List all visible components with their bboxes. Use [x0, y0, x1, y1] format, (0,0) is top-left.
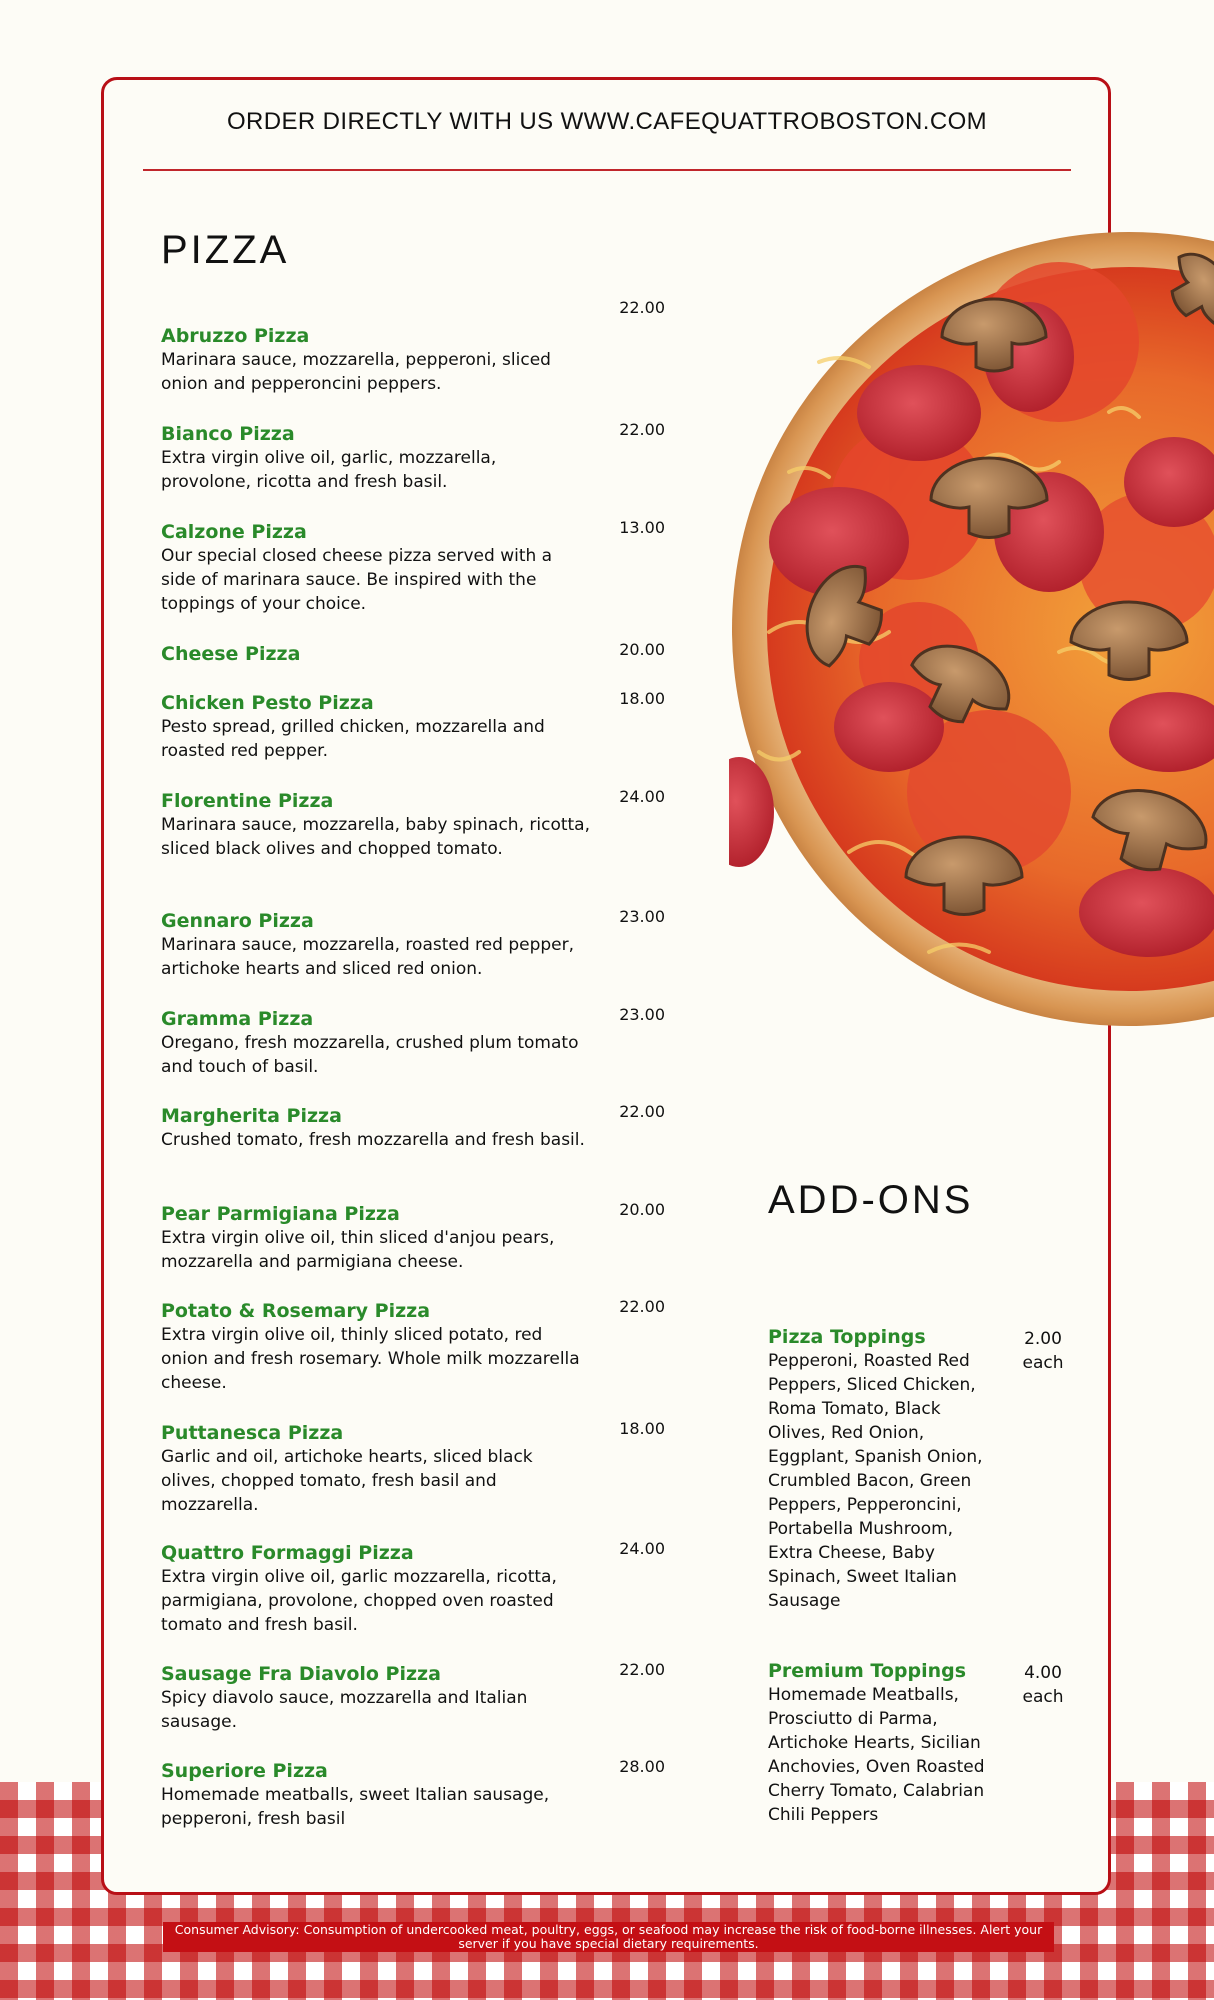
menu-item [161, 1757, 671, 1829]
order-online-banner: ORDER DIRECTLY WITH US WWW.CAFEQUATTROBOSTON.COM [226, 108, 988, 135]
menu-item [161, 1299, 671, 1421]
menu-item [161, 1104, 671, 1202]
item-description: Homemade meatballs, sweet Italian sausage, pepperoni, fresh basil [161, 1785, 550, 1829]
item-description: Pesto spread, grilled chicken, mozzarella and roasted red pepper. [161, 717, 545, 761]
addon-price-unit: each [1022, 1353, 1064, 1373]
addon-item [768, 1325, 1088, 1659]
item-name: Gennaro Pizza [161, 910, 314, 932]
addon-item [768, 1659, 1088, 1827]
consumer-advisory: Consumer Advisory: Consumption of undercooked meat, poultry, eggs, or seafood may increase the risk of food-borne illnesses. Alert your server if you have special dietary requirements. [163, 1922, 1054, 1952]
item-name: Cheese Pizza [161, 643, 301, 665]
item-description: Oregano, fresh mozzarella, crushed plum tomato and touch of basil. [161, 1033, 579, 1077]
item-name: Florentine Pizza [161, 790, 334, 812]
header-divider [143, 169, 1071, 171]
menu-item [161, 298, 671, 422]
item-name: Puttanesca Pizza [161, 1422, 344, 1444]
item-name: Bianco Pizza [161, 423, 295, 445]
addon-price-unit: each [1022, 1687, 1064, 1707]
item-description: Garlic and oil, artichoke hearts, sliced black olives, chopped tomato, fresh basil and mozzarella. [161, 1447, 533, 1515]
item-price: 20.00 [619, 1200, 665, 1219]
addon-price: 4.00 [1024, 1663, 1062, 1683]
item-name: Sausage Fra Diavolo Pizza [161, 1663, 441, 1685]
item-name: Gramma Pizza [161, 1008, 314, 1030]
menu-item [161, 1662, 671, 1759]
addon-price: 2.00 [1024, 1329, 1062, 1349]
item-description: Our special closed cheese pizza served with a side of marinara sauce. Be inspired with the toppings of your choice. [161, 546, 553, 614]
addon-price-block [1008, 1327, 1078, 1375]
item-name: Chicken Pesto Pizza [161, 692, 374, 714]
menu-item [161, 422, 671, 520]
menu-item [161, 1202, 671, 1299]
item-name: Potato & Rosemary Pizza [161, 1300, 431, 1322]
item-price: 24.00 [619, 1539, 665, 1558]
item-description: Marinara sauce, mozzarella, baby spinach, ricotta, sliced black olives and chopped tomato. [161, 815, 591, 859]
item-name: Calzone Pizza [161, 521, 307, 543]
item-name: Abruzzo Pizza [161, 325, 310, 347]
pizza-photo [729, 232, 1214, 1026]
addon-name: Pizza Toppings [768, 1326, 926, 1348]
item-name: Margherita Pizza [161, 1105, 342, 1127]
addon-name: Premium Toppings [768, 1660, 967, 1682]
menu-item [161, 642, 671, 691]
item-price: 22.00 [619, 1102, 665, 1121]
item-price: 18.00 [619, 689, 665, 708]
menu-item [161, 909, 671, 1007]
item-name: Pear Parmigiana Pizza [161, 1203, 400, 1225]
addons-list [768, 1325, 1088, 1827]
addon-description: Homemade Meatballs, Prosciutto di Parma, Artichoke Hearts, Sicilian Anchovies, Oven Roasted Cherry Tomato, Calabrian Chili Peppers [768, 1685, 985, 1825]
item-description: Spicy diavolo sauce, mozzarella and Italian sausage. [161, 1688, 528, 1732]
item-price: 28.00 [619, 1757, 665, 1776]
menu-item [161, 789, 671, 909]
item-description: Extra virgin olive oil, thinly sliced potato, red onion and fresh rosemary. Whole milk mozzarella cheese. [161, 1325, 580, 1393]
addon-price-block [1008, 1661, 1078, 1709]
item-price: 23.00 [619, 1005, 665, 1024]
addon-description: Pepperoni, Roasted Red Peppers, Sliced Chicken, Roma Tomato, Black Olives, Red Onion, Eggplant, Spanish Onion, Crumbled Bacon, Green Peppers, Pepperoncini, Portabella Mushroom, Extra Cheese, Baby Spinach, Sweet Italian Sausage [768, 1351, 983, 1611]
item-name: Quattro Formaggi Pizza [161, 1542, 414, 1564]
menu-item [161, 1421, 671, 1541]
item-name: Superiore Pizza [161, 1760, 328, 1782]
item-price: 24.00 [619, 787, 665, 806]
item-price: 22.00 [619, 1297, 665, 1316]
pizza-menu-list [161, 298, 671, 1829]
item-price: 22.00 [619, 420, 665, 439]
item-price: 13.00 [619, 518, 665, 537]
item-description: Marinara sauce, mozzarella, roasted red pepper, artichoke hearts and sliced red onion. [161, 935, 574, 979]
item-price: 18.00 [619, 1419, 665, 1438]
item-price: 23.00 [619, 907, 665, 926]
menu-item [161, 1541, 671, 1662]
menu-item [161, 691, 671, 789]
item-description: Extra virgin olive oil, garlic, mozzarella, provolone, ricotta and fresh basil. [161, 448, 497, 492]
item-description: Extra virgin olive oil, garlic mozzarella, ricotta, parmigiana, provolone, chopped oven roasted tomato and fresh basil. [161, 1567, 557, 1635]
item-price: 20.00 [619, 640, 665, 659]
addons-section-title: ADD-ONS [768, 1178, 974, 1222]
pizza-section-title: PIZZA [161, 228, 290, 272]
item-description: Marinara sauce, mozzarella, pepperoni, sliced onion and pepperoncini peppers. [161, 350, 551, 394]
menu-item [161, 1007, 671, 1104]
item-description: Extra virgin olive oil, thin sliced d'anjou pears, mozzarella and parmigiana cheese. [161, 1228, 555, 1272]
item-price: 22.00 [619, 1660, 665, 1679]
item-price: 22.00 [619, 298, 665, 317]
item-description: Crushed tomato, fresh mozzarella and fresh basil. [161, 1130, 585, 1150]
menu-item [161, 520, 671, 642]
